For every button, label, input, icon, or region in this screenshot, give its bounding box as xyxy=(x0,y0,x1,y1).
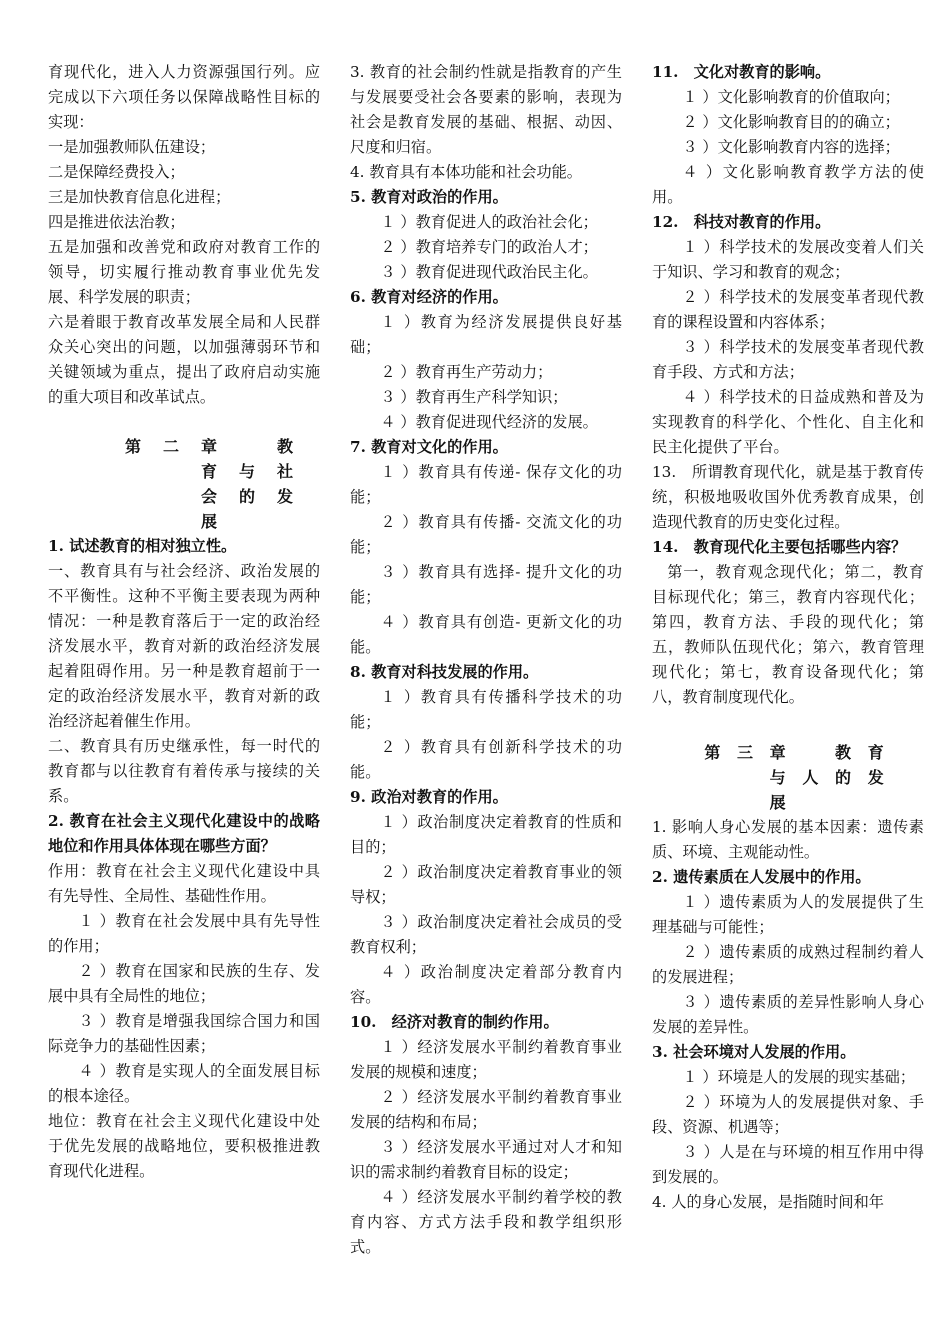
paragraph: 育现代化，进入人力资源强国行列。应完成以下六项任务以保障战略性目标的实现： xyxy=(48,63,320,131)
list-item: １ ）文化影响教育的价值取向； xyxy=(682,88,900,106)
task-item: 五是加强和改善党和政府对教育工作的领导，切实履行推动教育事业优先发展、科学发展的职责； xyxy=(48,238,320,306)
answer-text: 一、教育具有与社会经济、政治发展的不平衡性。这种不平衡主要表现为两种情况：一种是教育落后于一定的政治经济发展水平，教育对新的政治经济发展起着阻碍作用。另一种是教育超前于一定的政治经济发展水平，教育对新的政治经济起着催生作用。 xyxy=(48,562,320,730)
task-item: 二是保障经费投入； xyxy=(48,163,185,181)
list-item: ４ ）经济发展水平制约着学校的教育内容、方式方法手段和教学组织形式。 xyxy=(350,1188,622,1256)
paragraph: 4. 人的身心发展，是指随时间和年 xyxy=(652,1193,884,1211)
task-item: 一是加强教师队伍建设； xyxy=(48,138,216,156)
column-1 xyxy=(48,60,320,1184)
list-item: ３ ）文化影响教育内容的选择； xyxy=(682,138,900,156)
answer-text: 第一，教育观念现代化；第二，教育目标现代化；第三，教育内容现代化；第四，教育方法、手段的现代化；第五，教师队伍现代化；第六，教育管理现代化；第七，教育设备现代化；第八，教育制度现代化。 xyxy=(652,563,924,706)
list-item: ４ ）科学技术的日益成熟和普及为实现教育的科学化、个性化、自主化和民主化提供了平台。 xyxy=(652,388,924,456)
task-item: 四是推进依法治教； xyxy=(48,213,185,231)
paragraph: 4. 教育具有本体功能和社会功能。 xyxy=(350,163,582,181)
list-item: ２ ）教育具有创新科学技术的功能。 xyxy=(350,738,622,781)
paragraph: 13. 所谓教育现代化，就是基于教育传统，积极地吸收国外优秀教育成果，创造现代教育的历史变化过程。 xyxy=(652,463,924,531)
question-heading: 7. 教育对文化的作用。 xyxy=(350,438,508,456)
list-item: １ ）经济发展水平制约着教育事业发展的规模和速度； xyxy=(350,1038,622,1081)
list-item: ２ ）教育再生产劳动力； xyxy=(380,363,553,381)
question-heading: 11. 文化对教育的影响。 xyxy=(652,63,831,81)
list-item: ４ ）教育促进现代经济的发展。 xyxy=(380,413,598,431)
question-heading: 8. 教育对科技发展的作用。 xyxy=(350,663,539,681)
answer-text: 二、教育具有历史继承性，每一时代的教育都与以往教育有着传承与接续的关系。 xyxy=(48,737,320,805)
list-item: １ ）环境是人的发展的现实基础； xyxy=(682,1068,916,1086)
question-heading: 6. 教育对经济的作用。 xyxy=(350,288,508,306)
list-item: １ ）教育具有传递- 保存文化的功能； xyxy=(350,463,622,506)
list-item: ２ ）文化影响教育目的的确立； xyxy=(682,113,900,131)
list-item: ４ ）教育具有创造- 更新文化的功能。 xyxy=(350,613,622,656)
list-item: １ ）教育为经济发展提供良好基础； xyxy=(350,313,622,356)
column-2 xyxy=(350,60,622,1260)
question-heading: 1. 试述教育的相对独立性。 xyxy=(48,537,237,555)
list-item: １ ）教育具有传播科学技术的功能； xyxy=(350,688,622,731)
list-item: ３ ）遗传素质的差异性影响人身心发展的差异性。 xyxy=(652,993,924,1036)
question-heading: 2. 教育在社会主义现代化建设中的战略地位和作用具体体现在哪些方面？ xyxy=(48,812,320,855)
question-heading: 5. 教育对政治的作用。 xyxy=(350,188,508,206)
list-item: ３ ）科学技术的发展变革者现代教育手段、方式和方法； xyxy=(652,338,924,381)
list-item: ２ ）遗传素质的成熟过程制约着人的发展进程； xyxy=(652,943,924,986)
list-item: ２ ）教育具有传播- 交流文化的功能； xyxy=(350,513,622,556)
list-item: １ ）遗传素质为人的发展提供了生理基础与可能性； xyxy=(652,893,924,936)
list-item: ３ ）教育是增强我国综合国力和国际竞争力的基础性因素； xyxy=(48,1012,320,1055)
list-item: ２ ）政治制度决定着教育事业的领导权； xyxy=(350,863,622,906)
list-item: １ ）科学技术的发展改变着人们关于知识、学习和教育的观念； xyxy=(652,238,924,281)
question-heading: 2. 遗传素质在人发展中的作用。 xyxy=(652,868,871,886)
question-heading: 3. 社会环境对人发展的作用。 xyxy=(652,1043,856,1061)
task-item: 六是着眼于教育改革发展全局和人民群众关心突出的问题，以加强薄弱环节和关键领域为重点，提出了政府启动实施的重大项目和改革试点。 xyxy=(48,313,320,406)
question-heading: 14. 教育现代化主要包括哪些内容？ xyxy=(652,538,907,556)
chapter-2-heading: 第 二 章 教 育 与 社 会 的 发 展 xyxy=(124,437,293,531)
list-item: ４ ）文化影响教育教学方法的使用。 xyxy=(652,163,924,206)
column-3 xyxy=(652,60,924,1215)
list-item: １ ）教育在社会发展中具有先导性的作用； xyxy=(48,912,320,955)
question-heading: 12. 科技对教育的作用。 xyxy=(652,213,831,231)
list-item: ３ ）人是在与环境的相互作用中得到发展的。 xyxy=(652,1143,924,1186)
question-heading: 10. 经济对教育的制约作用。 xyxy=(350,1013,559,1031)
list-item: ２ ）教育在国家和民族的生存、发展中具有全局性的地位； xyxy=(48,962,320,1005)
list-item: ２ ）科学技术的发展变革者现代教育的课程设置和内容体系； xyxy=(652,288,924,331)
list-item: ３ ）教育再生产科学知识； xyxy=(380,388,568,406)
list-item: ２ ）环境为人的发展提供对象、手段、资源、机遇等； xyxy=(652,1093,924,1136)
list-item: ３ ）教育促进现代政治民主化。 xyxy=(380,263,598,281)
list-item: ２ ）教育培养专门的政治人才； xyxy=(380,238,598,256)
paragraph: 1. 影响人身心发展的基本因素：遗传素质、环境、主观能动性。 xyxy=(652,818,924,861)
question-heading: 9. 政治对教育的作用。 xyxy=(350,788,508,806)
list-item: １ ）教育促进人的政治社会化； xyxy=(380,213,598,231)
answer-text: 作用：教育在社会主义现代化建设中具有先导性、全局性、基础性作用。 xyxy=(48,862,320,905)
chapter-3-heading: 第 三 章 教 育 与 人 的 发 展 xyxy=(704,743,884,812)
list-item: ３ ）经济发展水平通过对人才和知识的需求制约着教育目标的设定； xyxy=(350,1138,622,1181)
answer-text: 地位：教育在社会主义现代化建设中处于优先发展的战略地位，要积极推进教育现代化进程。 xyxy=(48,1112,320,1180)
list-item: ２ ）经济发展水平制约着教育事业发展的结构和布局； xyxy=(350,1088,622,1131)
paragraph: 3. 教育的社会制约性就是指教育的产生与发展要受社会各要素的影响，表现为社会是教育发展的基础、根据、动因、尺度和归宿。 xyxy=(350,63,622,156)
list-item: １ ）政治制度决定着教育的性质和目的； xyxy=(350,813,622,856)
list-item: ４ ）教育是实现人的全面发展目标的根本途径。 xyxy=(48,1062,320,1105)
list-item: ３ ）政治制度决定着社会成员的受教育权利； xyxy=(350,913,622,956)
list-item: ４ ）政治制度决定着部分教育内容。 xyxy=(350,963,622,1006)
task-item: 三是加快教育信息化进程； xyxy=(48,188,231,206)
list-item: ３ ）教育具有选择- 提升文化的功能； xyxy=(350,563,622,606)
